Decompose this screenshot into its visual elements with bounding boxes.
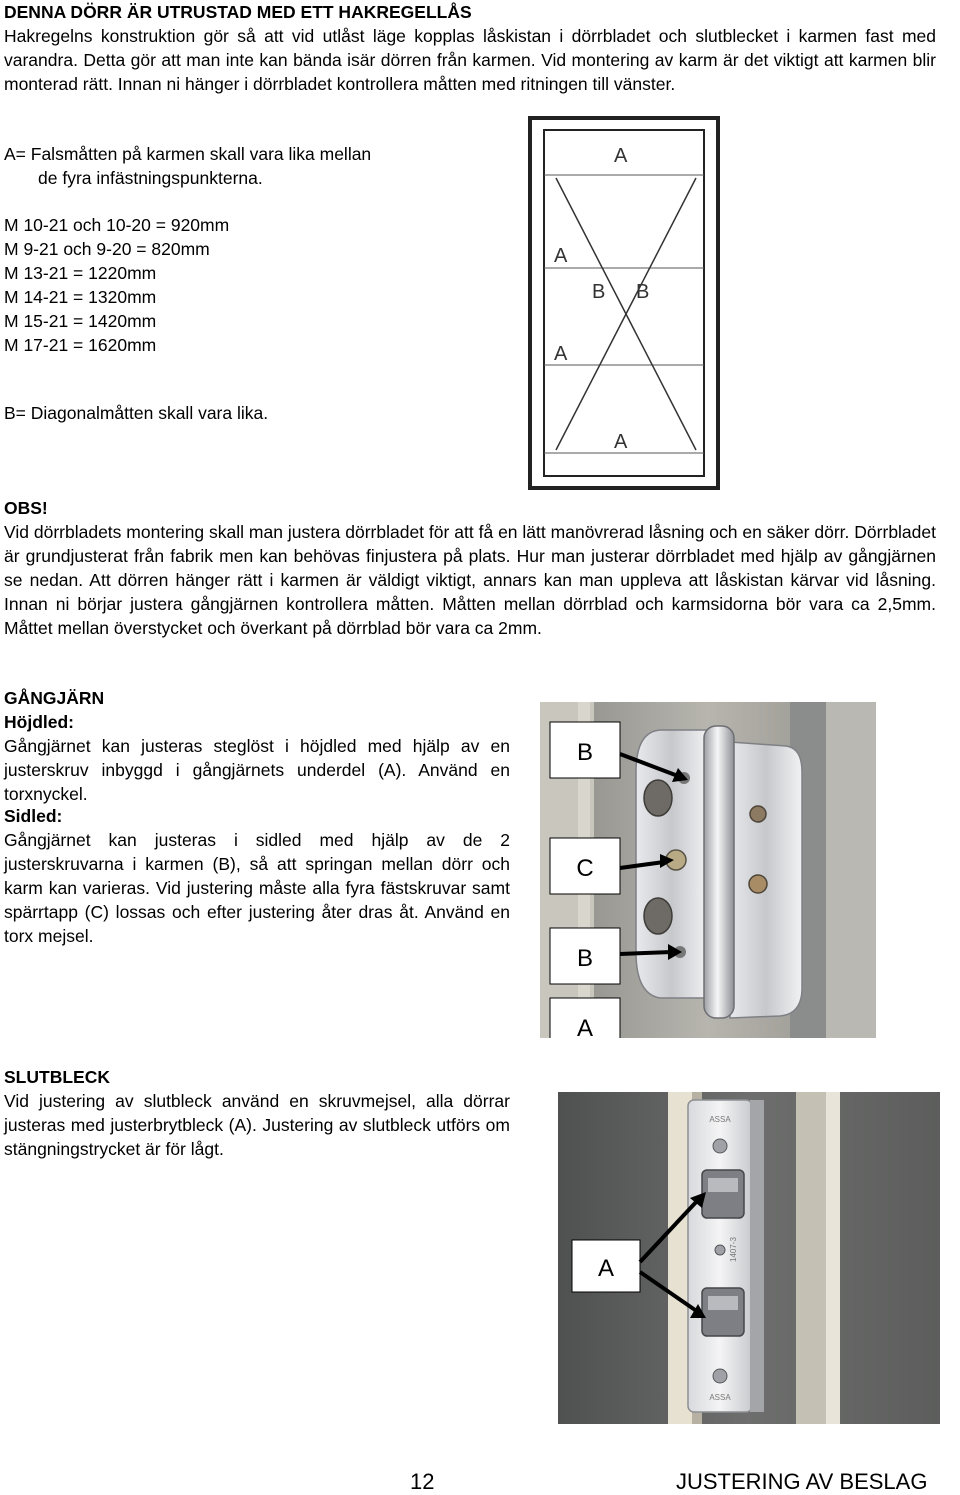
measurement-item: M 13-21 = 1220mm	[4, 263, 157, 283]
rule-a	[4, 142, 474, 190]
footer-section-title: JUSTERING AV BESLAG	[676, 1469, 928, 1494]
plate-mark-mid: 1407-3	[729, 1237, 738, 1262]
hinge-text-height: Gångjärnet kan justeras steglöst i höjdled med hjälp av en justerskruv inbyggd i gångjärnets underdel (A). Använd en torxnyckel.	[4, 736, 510, 804]
strike-plate-photo	[558, 1092, 940, 1424]
label-b-right: B	[636, 281, 650, 303]
strike-insert-bottom	[702, 1288, 744, 1336]
page-number: 12	[410, 1469, 435, 1494]
strike-insert-slot	[708, 1296, 738, 1310]
measurement-list	[4, 213, 229, 357]
screw-icon	[749, 875, 767, 893]
strike-insert-top	[702, 1170, 744, 1218]
label-a-bottom: A	[614, 431, 628, 453]
strike-title: SLUTBLECK	[4, 1067, 110, 1087]
label-b-left: B	[592, 281, 606, 303]
hinge-barrel	[704, 726, 734, 1018]
screw-icon	[644, 780, 672, 816]
frame-trim	[826, 1092, 840, 1424]
rule-a-line1: A= Falsmåtten på karmen skall vara lika mellan	[4, 144, 372, 164]
hinge-photo	[540, 702, 876, 1038]
obs-title: OBS!	[4, 498, 48, 518]
label-a-mid: A	[554, 343, 568, 365]
screw-icon	[644, 898, 672, 934]
rule-a-line2: de fyra infästningspunkterna.	[38, 168, 263, 188]
hinge-subtitle-side: Sidled:	[4, 806, 63, 826]
measurement-item: M 17-21 = 1620mm	[4, 335, 157, 355]
measurement-item: M 10-21 och 10-20 = 920mm	[4, 215, 230, 235]
hinge-title: GÅNGJÄRN	[4, 688, 105, 708]
hinge-text-side: Gångjärnet kan justeras i sidled med hjälp av de 2 justerskruvarna i karmen (B), så att springan mellan dörr och karm kan varieras. Vid justering måste alla fyra fästskruvar samt spärrtapp (C) lossas och efter justering åter dras åt. Använd en torx mejsel.	[4, 830, 510, 946]
screw-icon	[715, 1245, 725, 1255]
screw-icon	[713, 1139, 727, 1153]
frame-light	[826, 702, 876, 1038]
callout-label-a: A	[597, 1255, 615, 1282]
measurement-item: M 9-21 och 9-20 = 820mm	[4, 239, 210, 259]
strike-paragraph: Vid justering av slutbleck använd en skruvmejsel, alla dörrar justeras med justerbrytbleck (A). Justering av slutbleck utförs om stängningstrycket är för lågt.	[4, 1091, 510, 1159]
strike-plate-edge	[750, 1100, 764, 1412]
callout-label-c: C	[576, 855, 594, 882]
page-heading: DENNA DÖRR ÄR UTRUSTAD MED ETT HAKREGELLÅS	[4, 2, 472, 22]
intro-paragraph: Hakregelns konstruktion gör så att vid utlåst läge kopplas låskistan i dörrbladet och slutblecket i karmen fast med varandra. Detta gör att man inte kan bända isär dörren från karmen. Vid montering av karm är det viktigt att karmen blir monterad rätt. Innan ni hänger i dörrbladet kontrollera måtten med ritningen till vänster.	[4, 26, 936, 94]
callout-label-b-top: B	[576, 739, 594, 766]
callout-label-b-bottom: B	[576, 945, 594, 972]
measurement-item: M 14-21 = 1320mm	[4, 287, 157, 307]
hinge-subtitle-height: Höjdled:	[4, 712, 74, 732]
obs-paragraph: Vid dörrbladets montering skall man justera dörrbladet för att få en lätt manövrerad låsning och en säker dörr. Dörrbladet är grundjusterat från fabrik men kan behövas finjustera på plats. Hur man justerar dörrbladet med hjälp av gångjärnen se nedan. Att dörren hänger rätt i karmen är väldigt viktigt, annars kan man uppleva att låskistan kärvar vid låsning. Innan ni börjar justera gångjärnen kontrollera måtten. Måtten mellan dörrblad och karmsidorna bör vara ca 2,5mm. Måttet mellan överstycket och överkant på dörrblad bör vara ca 2mm.	[4, 522, 936, 638]
plate-mark-bottom: ASSA	[709, 1393, 731, 1402]
strike-insert-slot	[708, 1178, 738, 1192]
frame-diagram	[528, 116, 720, 490]
label-a-left: A	[554, 245, 568, 267]
plate-mark-top: ASSA	[709, 1115, 731, 1124]
rule-b: B= Diagonalmåtten skall vara lika.	[4, 403, 269, 423]
arrow-icon	[620, 952, 672, 954]
screw-icon	[713, 1369, 727, 1383]
callout-label-a: A	[576, 1015, 594, 1038]
frame-inner	[544, 130, 704, 476]
measurement-item: M 15-21 = 1420mm	[4, 311, 157, 331]
label-a-top: A	[614, 145, 628, 167]
screw-icon	[750, 806, 766, 822]
